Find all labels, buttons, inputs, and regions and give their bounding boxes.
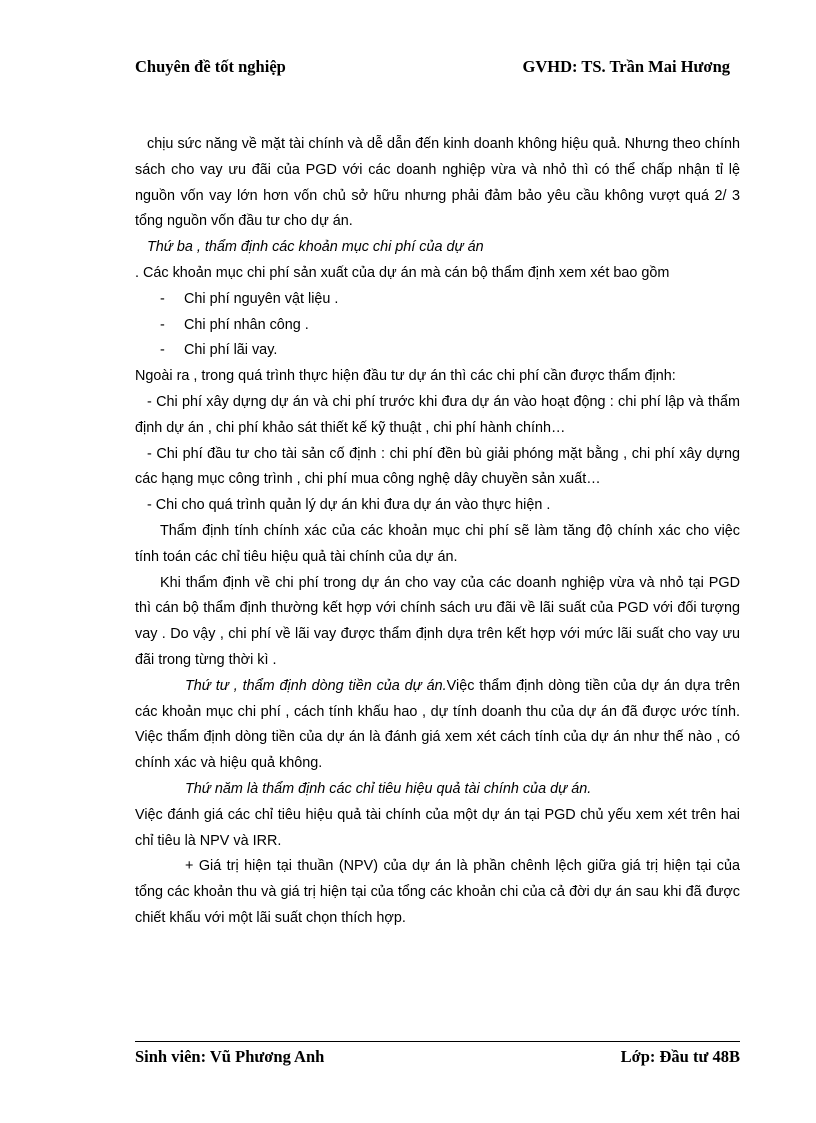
footer-divider	[135, 1041, 740, 1042]
paragraph-construction-costs: - Chi phí xây dựng dự án và chi phí trước khi đưa dự án vào hoạt động : chi phí lập và thẩm định dự án , chi phí khảo sát thiết kế kỹ thuật , chi phí hành chính…	[135, 393, 740, 436]
footer-student: Sinh viên: Vũ Phương Anh	[135, 1047, 325, 1066]
paragraph-interest-cost: Khi thẩm định về chi phí trong dự án cho vay của các doanh nghiệp vừa và nhỏ tại PGD thì cán bộ thẩm định thường kết hợp với chính sách ưu đãi về lãi suất của PGD với đối tượng vay . Do vậy , chi phí về lãi vay được thẩm định dựa trên kết hợp với mức lãi suất cho vay ưu đãi trong từng thời kì .	[135, 574, 740, 668]
page-header	[135, 57, 730, 79]
paragraph-npv-definition: + Giá trị hiện tại thuần (NPV) của dự án là phần chênh lệch giữa giá trị hiện tại của tổng các khoản thu và giá trị hiện tại của tổng các khoản chi của cả đời dự án sau khi đã được chiết khấu với một lãi suất chọn thích hợp.	[135, 858, 740, 926]
list-item: - Chi phí nguyên vật liệu .	[160, 290, 339, 307]
paragraph-other-costs-intro: Ngoài ra , trong quá trình thực hiện đầu tư dự án thì các chi phí cần được thẩm định:	[135, 368, 676, 385]
list-item: - Chi phí nhân công .	[160, 316, 309, 333]
document-body	[135, 132, 740, 932]
heading-fourth-cash-flow: Thứ tư , thẩm định dòng tiền của dự án.	[185, 677, 447, 694]
heading-third-cost-items: Thứ ba , thẩm định các khoản mục chi phí của dự án	[147, 239, 484, 256]
heading-fifth-financial-indicators: Thứ năm là thẩm định các chỉ tiêu hiệu quả tài chính của dự án.	[185, 780, 592, 797]
page-footer	[135, 1047, 740, 1069]
paragraph-fixed-asset-costs: - Chi phí đầu tư cho tài sản cố định : chi phí đền bù giải phóng mặt bằng , chi phí xây dựng các hạng mục công trình , chi phí mua công nghệ dây chuyền sản xuất…	[135, 445, 740, 488]
paragraph-management-costs: - Chi cho quá trình quản lý dự án khi đưa dự án vào thực hiện .	[147, 497, 551, 514]
footer-class: Lớp: Đầu tư 48B	[620, 1047, 740, 1066]
paragraph-cost-items-intro: . Các khoản mục chi phí sản xuất của dự án mà cán bộ thẩm định xem xét bao gồm	[135, 264, 670, 281]
header-supervisor: GVHD: TS. Trần Mai Hương	[522, 57, 730, 76]
paragraph-cash-flow: Thứ tư , thẩm định dòng tiền của dự án.Việc thẩm định dòng tiền của dự án dựa trên các khoản mục chi phí , cách tính khấu hao , dự tính doanh thu của dự án đã được ước tính. Việc thẩm định dòng tiền của dự án là đánh giá xem xét cách tính của dự án như thế nào , có chính xác và hiệu quả không.	[135, 677, 740, 772]
paragraph-npv-irr: Việc đánh giá các chỉ tiêu hiệu quả tài chính của một dự án tại PGD chủ yếu xem xét trên hai chỉ tiêu là NPV và IRR.	[135, 806, 740, 849]
header-thesis-title: Chuyên đề tốt nghiệp	[135, 57, 286, 76]
list-item: - Chi phí lãi vay.	[160, 342, 278, 359]
paragraph-capital-ratio: chịu sức năng về mặt tài chính và dễ dẫn đến kinh doanh không hiệu quả. Nhưng theo chính sách cho vay ưu đãi của PGD với các doanh nghiệp vừa và nhỏ thì có thể chấp nhận tỉ lệ nguồn vốn vay lớn hơn vốn chủ sở hữu nhưng phải đảm bảo yêu cầu không vượt quá 2/ 3 tổng nguồn vốn đầu tư cho dự án.	[135, 136, 740, 230]
paragraph-cost-accuracy: Thẩm định tính chính xác của các khoản mục chi phí sẽ làm tăng độ chính xác cho việc tính toán các chỉ tiêu hiệu quả tài chính của dự án.	[135, 522, 740, 565]
